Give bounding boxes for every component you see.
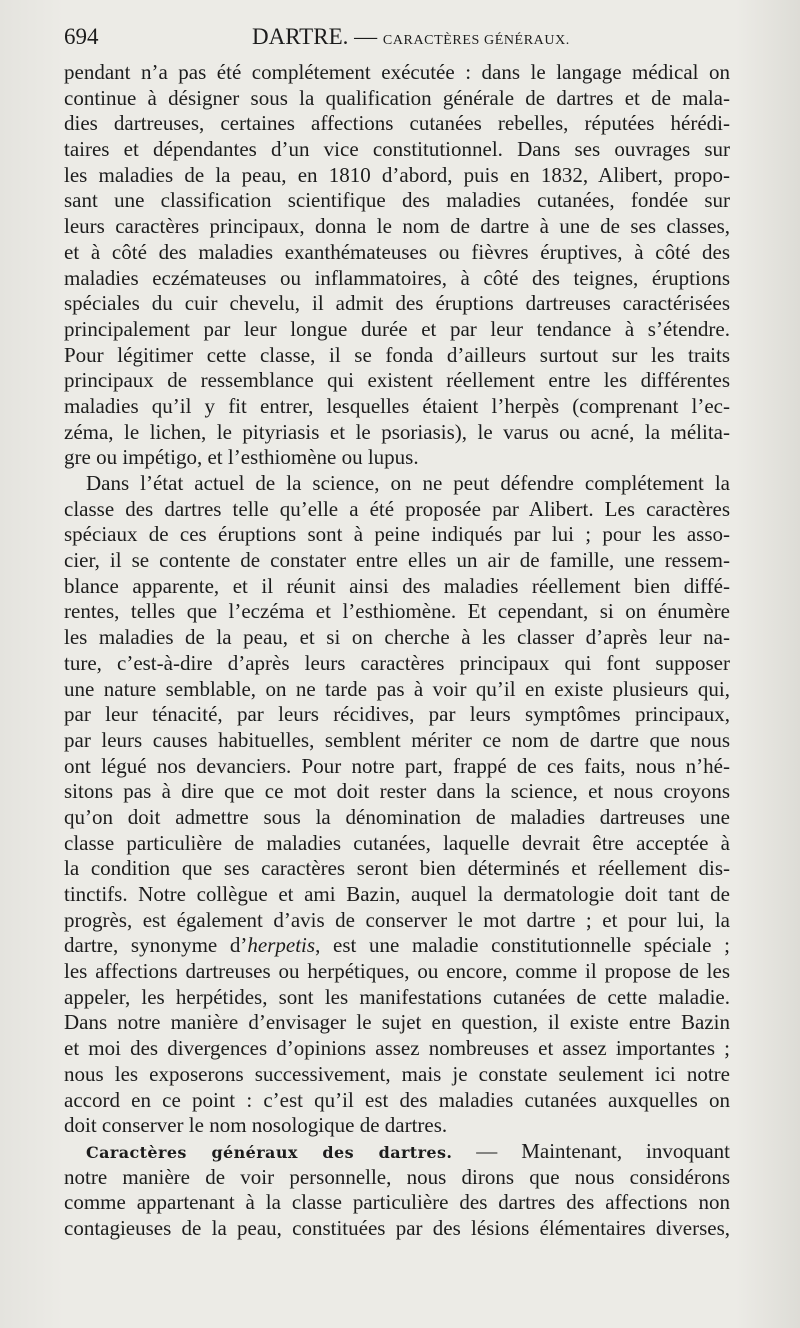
text-line: Dans notre manière d’envisager le sujet en question, il existe entre Bazin — [64, 1010, 730, 1035]
text-line: Pour légitimer cette classe, il se fonda d’ailleurs surtout sur les traits — [64, 342, 730, 367]
text-line: et à côté des maladies exanthémateuses ou fièvres éruptives, à côté des — [64, 239, 730, 264]
text-line: tinctifs. Notre collègue et ami Bazin, auquel la dermatologie doit tant de — [64, 882, 730, 906]
text-line: par leurs causes habituelles, semblent mériter ce nom de dartre que nous — [64, 727, 730, 752]
text-line: zéma, le lichen, le pityriasis et le psoriasis), le varus ou acné, la mélita- — [64, 419, 730, 444]
text-line: contagieuses de la peau, constituées par des lésions élémentaires diverses, — [64, 1215, 730, 1240]
running-head — [252, 22, 570, 56]
text-line: les maladies de la peau, en 1810 d’abord, puis en 1832, Alibert, propo- — [64, 162, 730, 187]
section-heading-line — [64, 1139, 730, 1165]
text-line: et moi des divergences d’opinions assez nombreuses et assez importantes ; — [64, 1036, 730, 1061]
text-line: continue à désigner sous la qualification générale de dartres et de mala- — [64, 85, 730, 110]
page-number: 694 — [64, 24, 99, 49]
text-line: ont légué nos devanciers. Pour notre part, frappé de ces faits, nous n’hé- — [64, 753, 730, 778]
text-line: une nature semblable, on ne tarde pas à voir qu’il en existe plusieurs qui, — [64, 676, 730, 701]
text-line: pendant n’a pas été complétement exécutée : dans le langage médical on — [64, 60, 730, 84]
italic-term: herpetis — [247, 933, 316, 958]
running-head-title: DARTRE. — [252, 24, 349, 49]
text-line: maladies qu’il y fit entrer, lesquelles étaient l’herpès (comprenant l’ec- — [64, 393, 730, 418]
text-line: sant une classification scientifique des maladies cutanées, fondée sur — [64, 188, 730, 213]
line-segment: , est une maladie constitutionnelle spéciale ; — [315, 933, 730, 958]
text-line: principalement par leur longue durée et par leur tendance à s’étendre. — [64, 316, 730, 341]
body-text — [64, 60, 730, 1242]
text-line-with-italic — [64, 933, 730, 959]
text-line: sitons pas à dire que ce mot doit rester dans la science, et nous croyons — [64, 779, 730, 804]
text-line: les maladies de la peau, et si on cherche à les classer d’après leur na- — [64, 625, 730, 650]
text-line: gre ou impétigo, et l’esthiomène ou lupus. — [64, 445, 419, 470]
section-heading: Caractères généraux des dartres. — [86, 1142, 453, 1162]
text-line: leurs caractères principaux, donna le nom de dartre à une de ses classes, — [64, 214, 730, 239]
line-segment: — Maintenant, invoquant — [452, 1138, 730, 1163]
text-line: taires et dépendantes d’un vice constitutionnel. Dans ses ouvrages sur — [64, 137, 730, 162]
text-line: spéciaux de ces éruptions sont à peine indiqués par lui ; pour les asso- — [64, 522, 730, 547]
text-line: classe particulière de maladies cutanées, laquelle devrait être acceptée à — [64, 830, 730, 855]
text-line: doit conserver le nom nosologique de dartres. — [64, 1113, 448, 1138]
text-line: principaux de ressemblance qui existent réellement entre les différentes — [64, 368, 730, 393]
text-line: spéciales du cuir chevelu, il admit des éruptions dartreuses caractérisées — [64, 291, 730, 316]
page-header — [64, 22, 730, 56]
paragraph-start-line: Dans l’état actuel de la science, on ne peut défendre complétement la — [86, 471, 730, 495]
text-line: ture, c’est-à-dire d’après leurs caractères principaux qui font supposer — [64, 650, 730, 675]
text-line: accord en ce point : c’est qu’il est des maladies cutanées auxquelles on — [64, 1087, 730, 1112]
text-line: dies dartreuses, certaines affections cutanées rebelles, réputées hérédi- — [64, 111, 730, 136]
text-line: les affections dartreuses ou herpétiques, ou encore, comme il propose de les — [64, 959, 730, 984]
text-line: rentes, telles que l’eczéma et l’esthiomène. Et cependant, si on énumère — [64, 599, 730, 624]
text-line: nous les exposerons successivement, mais je constate seulement ici notre — [64, 1061, 730, 1086]
text-line: progrès, est également d’avis de conserver le mot dartre ; et pour lui, la — [64, 907, 730, 932]
text-line: la condition que ses caractères seront bien déterminés et réellement dis- — [64, 856, 730, 881]
text-line: par leur ténacité, par leurs récidives, par leurs symptômes principaux, — [64, 702, 730, 727]
text-line: classe des dartres telle qu’elle a été proposée par Alibert. Les caractères — [64, 496, 730, 521]
text-line: qu’on doit admettre sous la dénomination de maladies dartreuses une — [64, 804, 730, 829]
text-line: cier, il se contente de constater entre elles un air de famille, une ressem- — [64, 548, 730, 573]
text-line: notre manière de voir personnelle, nous dirons que nous considérons — [64, 1164, 730, 1189]
running-head-dash: — — [354, 24, 378, 49]
text-line: blance apparente, et il réunit ainsi des maladies réellement bien diffé- — [64, 573, 730, 598]
line-segment: dartre, synonyme d’ — [64, 933, 248, 958]
text-line: maladies eczémateuses ou inflammatoires, à côté des teignes, éruptions — [64, 265, 730, 290]
text-line: comme appartenant à la classe particulière des dartres des affections non — [64, 1190, 730, 1215]
running-head-subtitle: CARACTÈRES GÉNÉRAUX. — [382, 33, 570, 48]
text-line: appeler, les herpétides, sont les manifestations cutanées de cette maladie. — [64, 984, 730, 1009]
